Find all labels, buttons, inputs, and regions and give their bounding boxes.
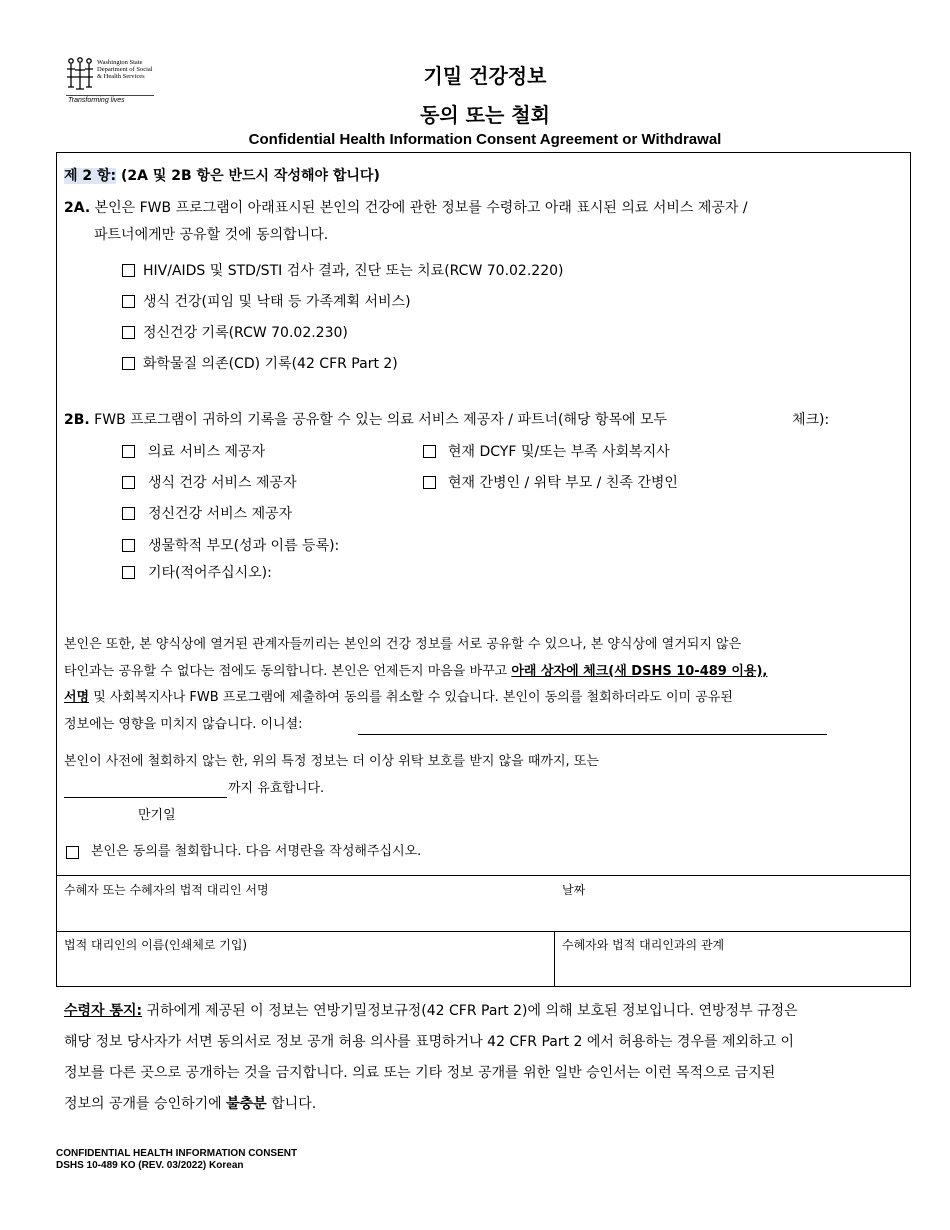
reproductive-provider-label: 생식 건강 서비스 제공자 xyxy=(148,475,297,491)
agreement-line-2-text: 타인과는 공유할 수 없다는 점에도 동의합니다. 본인은 언제든지 마음을 바꾸고 xyxy=(64,664,512,679)
agreement-line-2 xyxy=(64,663,767,681)
signature-label: 수혜자 또는 수혜자의 법적 대리인 서명 xyxy=(64,883,269,897)
agreement-line-3-text: 및 사회복지사나 FWB 프로그램에 제출하여 동의를 취소할 수 있습니다. 본인이 동의를 철회하더라도 이미 공유된 xyxy=(89,690,733,705)
agreement-line-1: 본인은 또한, 본 양식상에 열거된 관계자들끼리는 본인의 건강 정보를 서로 공유할 수 있으나, 본 양식상에 열거되지 않은 xyxy=(64,637,742,652)
form-subtitle-korean: 동의 또는 철회 xyxy=(420,103,550,127)
section-2b-label: 2B. xyxy=(64,412,90,428)
biological-parent-label: 생물학적 부모(성과 이름 등록): xyxy=(148,538,340,554)
validity-line-1: 본인이 사전에 철회하지 않는 한, 위의 특정 정보는 더 이상 위탁 보호를 받지 않을 때까지, 또는 xyxy=(64,754,599,769)
date-field[interactable] xyxy=(558,900,908,929)
form-title-korean: 기밀 건강정보 xyxy=(423,64,547,88)
hiv-std-label: HIV/AIDS 및 STD/STI 검사 결과, 진단 또는 치료(RCW 70.02.220) xyxy=(143,263,564,279)
caregiver-label: 현재 간병인 / 위탁 부모 / 친족 간병인 xyxy=(448,475,678,491)
notice-line-4 xyxy=(64,1095,316,1113)
logo-divider xyxy=(66,95,154,96)
section-2a-text xyxy=(64,199,748,217)
mental-health-records-label: 정신건강 기록(RCW 70.02.230) xyxy=(143,325,348,341)
section-2a-line2: 파트너에게만 공유할 것에 동의합니다. xyxy=(94,227,329,243)
validity-line-2: 까지 유효합니다. xyxy=(228,781,325,796)
relationship-field[interactable] xyxy=(558,955,908,985)
withdraw-consent-checkbox[interactable] xyxy=(66,846,79,859)
agreement-line-4: 정보에는 영향을 미치지 않습니다. 이니셜: xyxy=(64,717,303,732)
agreement-line-3 xyxy=(64,689,733,707)
chemical-dependency-label: 화학물질 의존(CD) 기록(42 CFR Part 2) xyxy=(143,356,398,372)
date-label: 날짜 xyxy=(562,883,586,897)
relationship-label: 수혜자와 법적 대리인과의 관계 xyxy=(562,938,725,952)
reproductive-provider-checkbox[interactable] xyxy=(122,476,135,489)
notice-line-4-end: 합니다. xyxy=(266,1096,317,1112)
representative-name-field[interactable] xyxy=(58,955,548,985)
section-2a-line1: 본인은 FWB 프로그램이 아래표시된 본인의 건강에 관한 정보를 수령하고 아래 표시된 의료 서비스 제공자 / xyxy=(90,200,748,216)
biological-parent-checkbox[interactable] xyxy=(122,539,135,552)
logo-tagline: Transforming lives xyxy=(68,97,125,104)
signature-divider-vertical xyxy=(554,931,555,987)
section-2-instruction: (2A 및 2B 항은 반드시 작성해야 합니다) xyxy=(116,168,380,184)
dcyf-caseworker-checkbox[interactable] xyxy=(423,445,436,458)
hiv-std-checkbox[interactable] xyxy=(122,264,135,277)
notice-line-3: 정보를 다른 곳으로 공개하는 것을 금지합니다. 의료 또는 기타 정보 공개를 위한 일반 승인서는 이런 목적으로 금지된 xyxy=(64,1065,776,1081)
withdraw-consent-label: 본인은 동의를 철회합니다. 다음 서명란을 작성해주십시오. xyxy=(91,844,422,859)
dcyf-caseworker-label: 현재 DCYF 및/또는 부족 사회복지사 xyxy=(448,444,670,460)
section-2-label: 제 2 항: xyxy=(64,168,117,184)
notice-line-1-text: 귀하에게 제공된 이 정보는 연방기밀정보규정(42 CFR Part 2)에 의해 보호된 정보입니다. 연방정부 규정은 xyxy=(142,1003,798,1019)
logo-agency-name: Washington State Department of Social & Health Services xyxy=(97,59,153,80)
expiry-date-field[interactable] xyxy=(64,797,227,798)
section-2b-text-end: 체크): xyxy=(792,412,830,428)
expiry-date-label: 만기일 xyxy=(138,808,176,823)
representative-name-label: 법적 대리인의 이름(인쇄체로 기입) xyxy=(64,938,248,952)
section-2b-text xyxy=(64,411,667,429)
other-checkbox[interactable] xyxy=(122,566,135,579)
section-2a-label: 2A. xyxy=(64,200,91,216)
signature-divider-middle xyxy=(57,931,910,932)
notice-line-2: 해당 정보 당사자가 서면 동의서로 정보 공개 허용 의사를 표명하거나 42 CFR Part 2 에서 허용하는 경우를 제외하고 이 xyxy=(64,1034,795,1050)
agreement-check-box-instruction: 아래 상자에 체크(새 DSHS 10-489 이용), xyxy=(511,664,768,679)
mental-health-provider-label: 정신건강 서비스 제공자 xyxy=(148,506,293,522)
notice-insufficient: 불충분 xyxy=(226,1096,267,1112)
chemical-dependency-checkbox[interactable] xyxy=(122,357,135,370)
notice-label: 수령자 통지: xyxy=(64,1003,143,1019)
footer-form-title: CONFIDENTIAL HEALTH INFORMATION CONSENT xyxy=(56,1148,298,1159)
other-label: 기타(적어주십시오): xyxy=(148,565,272,581)
signature-field[interactable] xyxy=(58,900,548,929)
reproductive-health-checkbox[interactable] xyxy=(122,295,135,308)
section-2b-description: FWB 프로그램이 귀하의 기록을 공유할 수 있는 의료 서비스 제공자 / 파트너(해당 항목에 모두 xyxy=(89,412,668,428)
footer-form-number: DSHS 10-489 KO (REV. 03/2022) Korean xyxy=(56,1160,244,1171)
mental-health-records-checkbox[interactable] xyxy=(122,326,135,339)
agreement-sign-instruction: 서명 xyxy=(64,690,90,705)
initials-field[interactable] xyxy=(358,734,827,735)
notice-line-4-text: 정보의 공개를 승인하기에 xyxy=(64,1096,227,1112)
reproductive-health-label: 생식 건강(피임 및 낙태 등 가족계획 서비스) xyxy=(143,294,411,310)
medical-provider-checkbox[interactable] xyxy=(122,445,135,458)
signature-divider-top xyxy=(57,875,910,876)
section-2-heading xyxy=(64,167,380,185)
caregiver-checkbox[interactable] xyxy=(423,476,436,489)
form-title-english: Confidential Health Information Consent Agreement or Withdrawal xyxy=(248,131,722,148)
mental-health-provider-checkbox[interactable] xyxy=(122,507,135,520)
medical-provider-label: 의료 서비스 제공자 xyxy=(148,444,266,460)
notice-line-1 xyxy=(64,1002,798,1020)
